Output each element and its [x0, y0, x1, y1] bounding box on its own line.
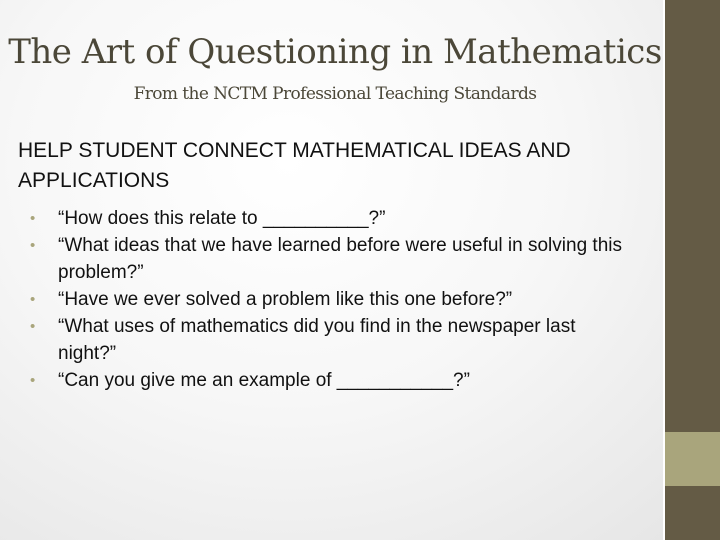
bullet-icon: •	[30, 372, 36, 389]
bullet-text: “What ideas that we have learned before were useful in solving this problem?”	[58, 235, 622, 283]
bullet-text: “Can you give me an example of ___________?”	[58, 370, 470, 391]
bullet-item	[30, 232, 630, 286]
bullet-item	[30, 286, 630, 313]
bullet-list	[30, 205, 630, 394]
section-heading: HELP STUDENT CONNECT MATHEMATICAL IDEAS AND APPLICATIONS	[18, 139, 571, 192]
bullet-text: “How does this relate to __________?”	[58, 208, 386, 229]
bullet-item	[30, 205, 630, 232]
side-accent-block	[665, 432, 720, 486]
bullet-text: “What uses of mathematics did you find in the newspaper last night?”	[58, 316, 576, 364]
slide-subtitle: From the NCTM Professional Teaching Standards	[133, 84, 537, 104]
bullet-icon: •	[30, 237, 36, 254]
bullet-item	[30, 313, 630, 367]
bullet-item	[30, 367, 630, 394]
bullet-text: “Have we ever solved a problem like this one before?”	[58, 289, 513, 310]
bullet-icon: •	[30, 291, 36, 308]
bullet-icon: •	[30, 210, 36, 227]
bullet-icon: •	[30, 318, 36, 335]
slide-title: The Art of Questioning in Mathematics	[8, 32, 662, 72]
